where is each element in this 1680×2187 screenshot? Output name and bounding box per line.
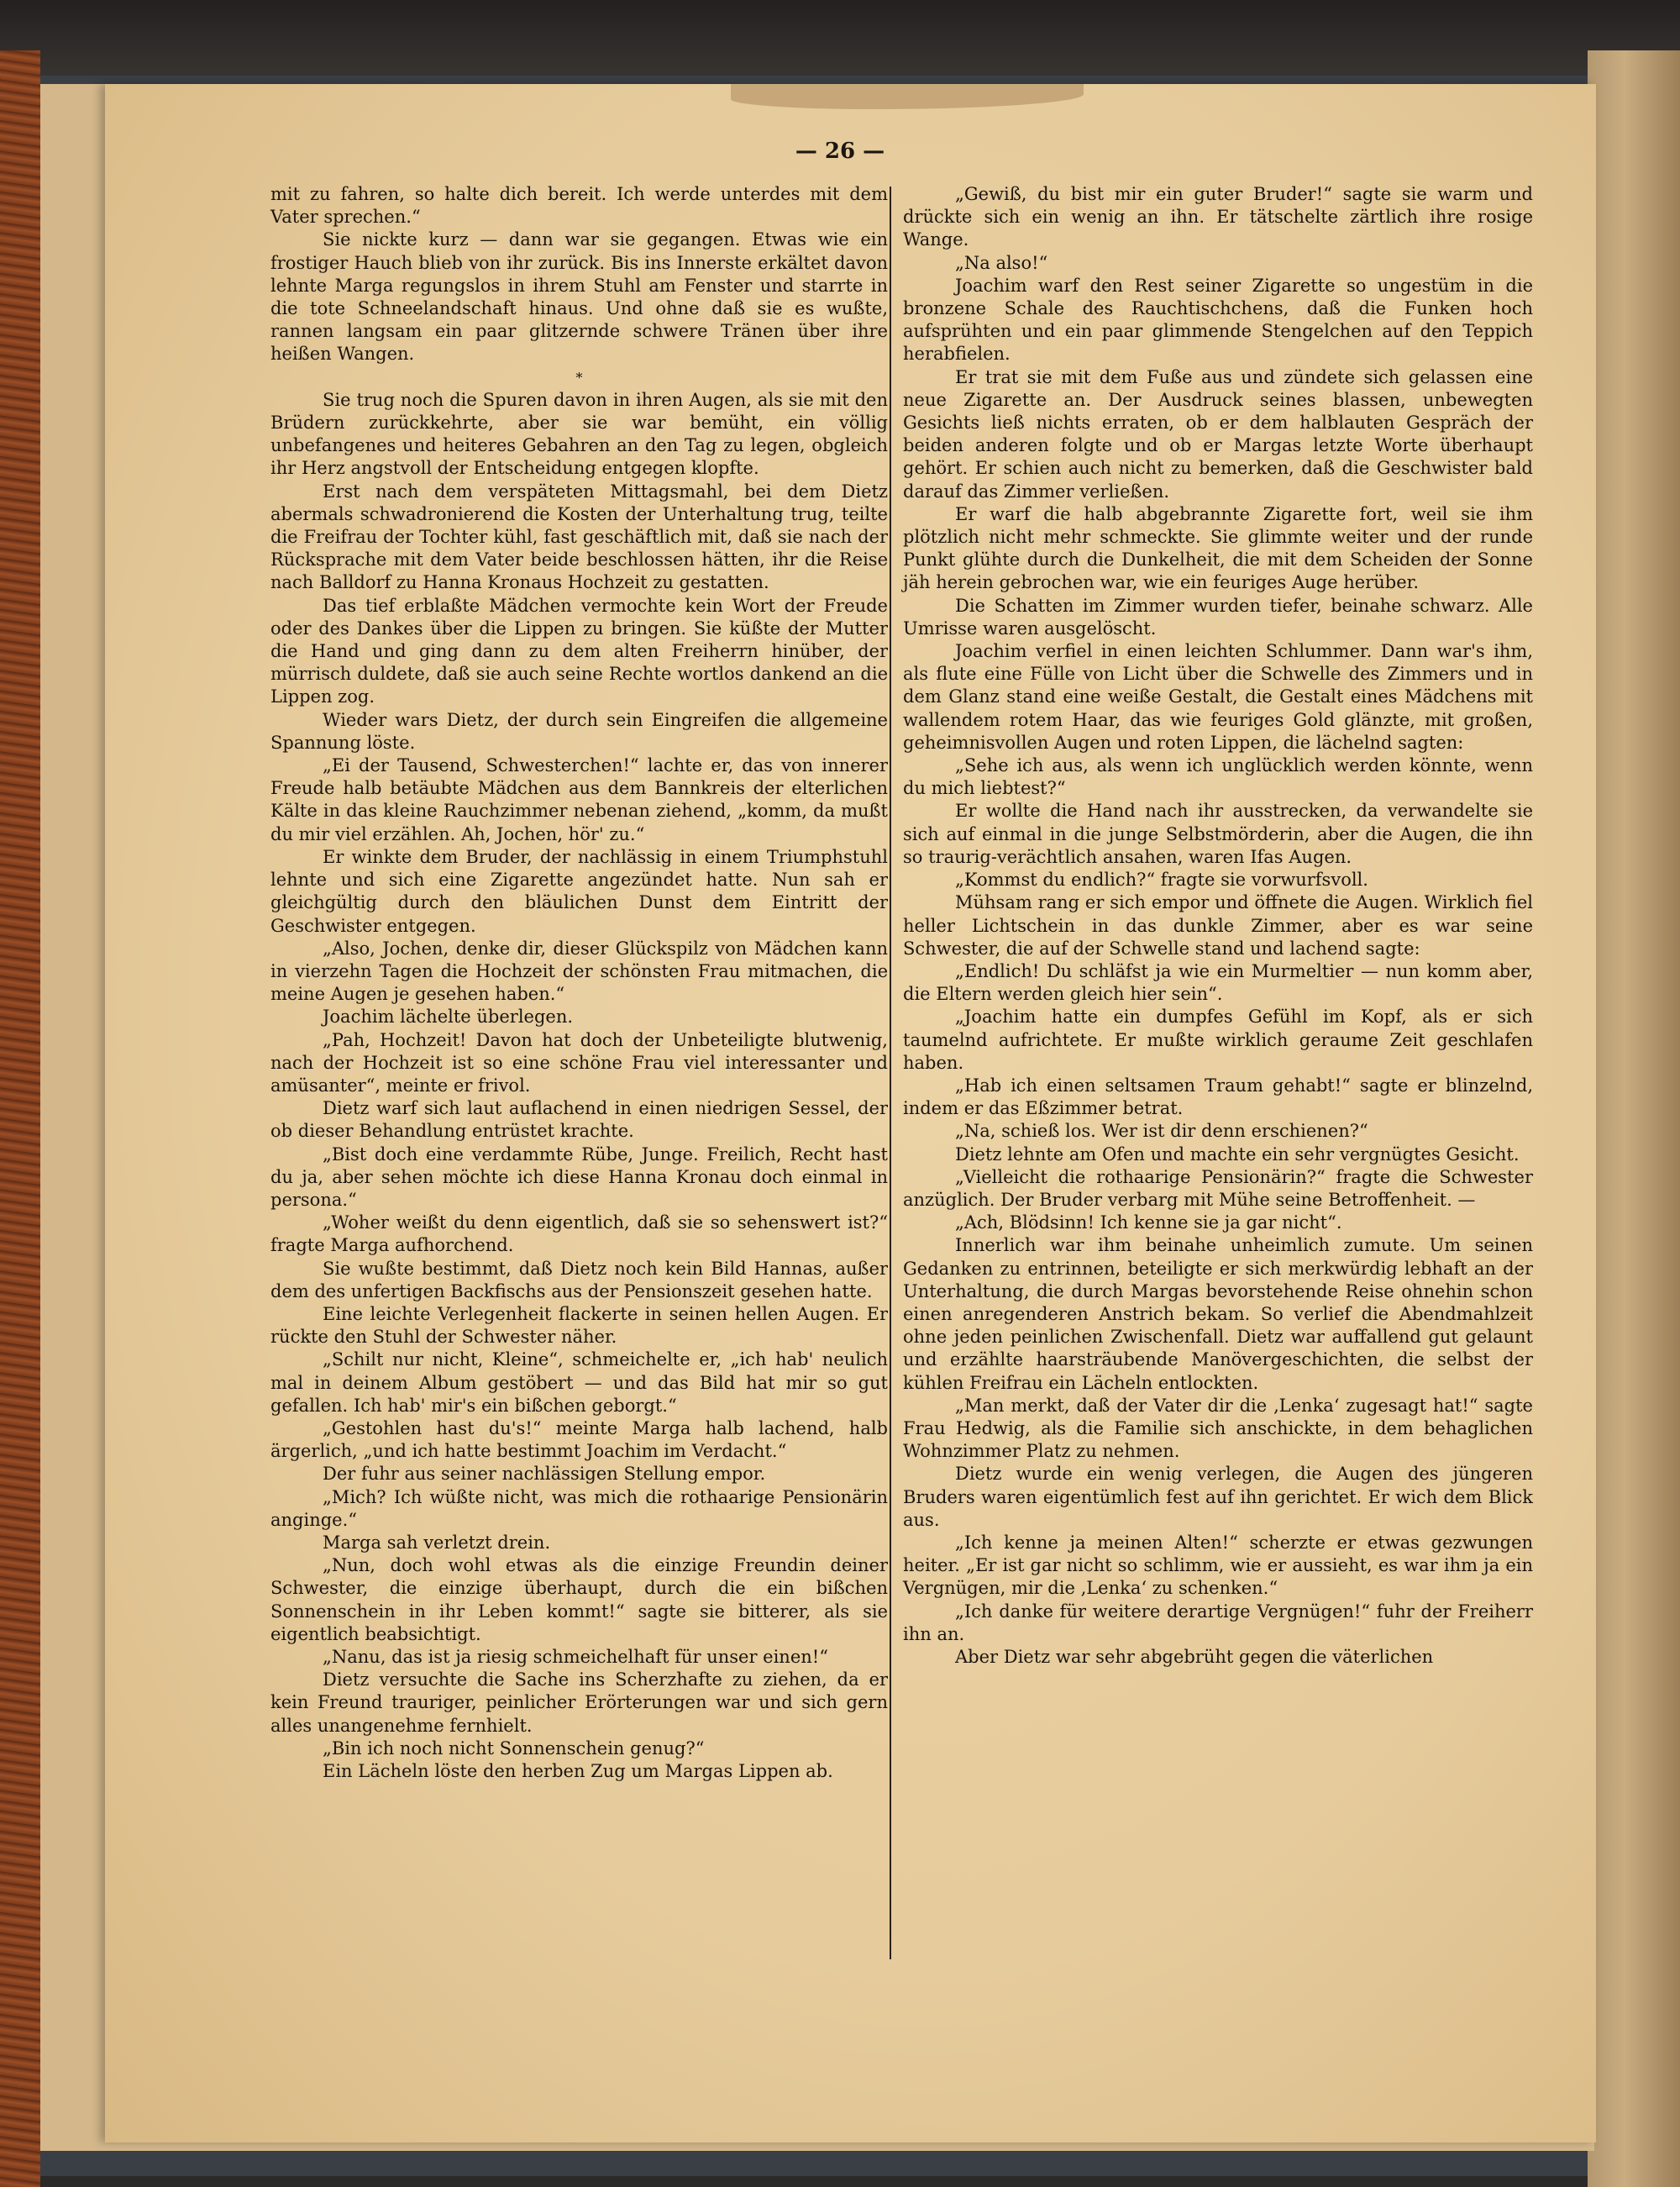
paragraph: „Endlich! Du schläfst ja wie ein Murmeltier — nun komm aber, die Eltern werden gleich hier sein“. <box>903 960 1533 1005</box>
paragraph: „Pah, Hochzeit! Davon hat doch der Unbeteiligte blutwenig, nach der Hochzeit ist so eine schöne Frau viel interessanter und amüsanter“, meinte er frivol. <box>270 1029 888 1096</box>
next-page-edge <box>1588 50 1680 2187</box>
paragraph: „Ach, Blödsinn! Ich kenne sie ja gar nicht“. <box>955 1212 1342 1233</box>
paragraph: „Na also!“ <box>955 252 1048 273</box>
paragraph: „Also, Jochen, denke dir, dieser Glückspilz von Mädchen kann in vierzehn Tagen die Hochzeit der schönsten Frau mitmachen, die meine Augen je gesehen haben.“ <box>270 938 888 1005</box>
paragraph: „Kommst du endlich?“ fragte sie vorwurfsvoll. <box>955 870 1368 891</box>
paragraph: Aber Dietz war sehr abgebrüht gegen die väterlichen <box>955 1647 1434 1667</box>
right-text-column <box>903 183 1533 1669</box>
paragraph: Er wollte die Hand nach ihr ausstrecken, da verwandelte sie sich auf einmal in die junge Selbstmörderin, aber die Augen, die ihn so traurig-verächtlich ansahen, waren Ifas Augen. <box>903 801 1533 867</box>
book-spine-left <box>0 50 40 2187</box>
paragraph: mit zu fahren, so halte dich bereit. Ich werde unterdes mit dem Vater sprechen.“ <box>270 184 888 228</box>
paragraph: „Schilt nur nicht, Kleine“, schmeichelte er, „ich hab' neulich mal in deinem Album gestöbert — und das Bild hat mir so gut gefallen. Ich hab' mir's ein bißchen geborgt.“ <box>270 1349 888 1416</box>
paragraph: Dietz lehnte am Ofen und machte ein sehr vergnügtes Gesicht. <box>955 1143 1520 1164</box>
paragraph: Die Schatten im Zimmer wurden tiefer, beinahe schwarz. Alle Umrisse waren ausgelöscht. <box>903 595 1533 639</box>
paragraph: „Gewiß, du bist mir ein guter Bruder!“ sagte sie warm und drückte sich ein wenig an ihn. Er tätschelte zärtlich ihre rosige Wange. <box>903 184 1533 250</box>
paragraph: „Nun, doch wohl etwas als die einzige Freundin deiner Schwester, die einzige überhaupt, durch die ein bißchen Sonnenschein in ihr Leben kommt!“ sagte sie bitterer, als sie eigentlich beabsichtigt. <box>270 1555 888 1644</box>
paragraph: Dietz warf sich laut auflachend in einen niedrigen Sessel, der ob dieser Behandlung entrüstet krachte. <box>270 1098 888 1142</box>
paragraph: Sie nickte kurz — dann war sie gegangen. Etwas wie ein frostiger Hauch blieb von ihr zurück. Bis ins Innerste erkältet davon lehnte Marga regungslos in ihrem Stuhl am Fenster und starrte in die tote Schneelandschaft hinaus. Und ohne daß sie es wußte, rannen langsam ein paar glitzernde schwere Tränen über ihre heißen Wangen. <box>270 229 888 365</box>
paragraph: Sie wußte bestimmt, daß Dietz noch kein Bild Hannas, außer dem des unfertigen Backfischs aus der Pensionszeit gesehen hatte. <box>270 1258 888 1301</box>
paragraph: Sie trug noch die Spuren davon in ihren Augen, als sie mit den Brüdern zurückkehrte, aber sie war bemüht, ein völlig unbefangenes und heiteres Gebahren an den Tag zu legen, obgleich ihr Herz angstvoll der Entscheidung entgegen klopfte. <box>270 389 888 479</box>
paragraph: „Ich danke für weitere derartige Vergnügen!“ fuhr der Freiherr ihn an. <box>903 1601 1533 1644</box>
paragraph: Er warf die halb abgebrannte Zigarette fort, weil sie ihm plötzlich nicht mehr schmeckte. Sie glimmte weiter und der runde Punkt glühte durch die Dunkelheit, die mit dem Scheiden der Sonne jäh herein gebrochen war, wie ein feuriges Auge herüber. <box>903 503 1533 593</box>
paragraph: Erst nach dem verspäteten Mittagsmahl, bei dem Dietz abermals schwadronierend die Kosten der Unterhaltung trug, teilte die Freifrau der Tochter kühl, fast geschäftlich mit, daß sie nach der Rücksprache mit dem Vater beide beschlossen hätten, ihr die Reise nach Balldorf zu Hanna Kronaus Hochzeit zu gestatten. <box>270 481 888 593</box>
paragraph: „Hab ich einen seltsamen Traum gehabt!“ sagte er blinzelnd, indem er das Eßzimmer betrat. <box>903 1075 1533 1119</box>
paragraph: „Ich kenne ja meinen Alten!“ scherzte er etwas gezwungen heiter. „Er ist gar nicht so schlimm, wie er aussieht, es war ihm ja ein Vergnügen, mir die ‚Lenka‘ zu schenken.“ <box>903 1532 1533 1599</box>
paragraph: Joachim warf den Rest seiner Zigarette so ungestüm in die bronzene Schale des Rauchtischchens, daß die Funken hoch aufsprühten und ein paar glimmende Stengelchen auf den Teppich herabfielen. <box>903 275 1533 365</box>
paragraph: „Nanu, das ist ja riesig schmeichelhaft für unser einen!“ <box>323 1647 828 1667</box>
paragraph: „Gestohlen hast du's!“ meinte Marga halb lachend, halb ärgerlich, „und ich hatte bestimmt Joachim im Verdacht.“ <box>270 1417 888 1462</box>
paragraph: Wieder wars Dietz, der durch sein Eingreifen die allgemeine Spannung löste. <box>270 709 888 753</box>
paragraph: Eine leichte Verlegenheit flackerte in seinen hellen Augen. Er rückte den Stuhl der Schwester näher. <box>270 1303 888 1348</box>
paragraph: Er trat sie mit dem Fuße aus und zündete sich gelassen eine neue Zigarette an. Der Ausdruck seines blassen, unbewegten Gesichts ließ nichts erraten, ob er dem halblauten Gespräch der beiden anderen folgte und ob er Margas letzte Worte überhaupt gehört. Er schien auch nicht zu bemerken, daß die Geschwister bald darauf das Zimmer verließen. <box>903 366 1533 502</box>
paragraph: „Woher weißt du denn eigentlich, daß sie so sehenswert ist?“ fragte Marga aufhorchend. <box>270 1212 888 1256</box>
paragraph: Marga sah verletzt drein. <box>323 1532 551 1553</box>
paragraph: Joachim verfiel in einen leichten Schlummer. Dann war's ihm, als flute eine Fülle von Licht über die Schwelle des Zimmers und in dem Glanz stand eine weiße Gestalt, die Gestalt eines Mädchens mit wallendem rotem Haar, das wie feuriges Gold glänzte, mit großen, geheimnisvollen Augen und roten Lippen, die lächelnd sagten: <box>903 641 1533 753</box>
column-divider <box>890 187 891 1959</box>
paragraph: Dietz versuchte die Sache ins Scherzhafte zu ziehen, da er kein Freund trauriger, peinlicher Erörterungen war und sich gern alles unangenehme fernhielt. <box>270 1669 888 1736</box>
paragraph: „Ei der Tausend, Schwesterchen!“ lachte er, das von innerer Freude halb betäubte Mädchen aus dem Bannkreis der elterlichen Kälte in das kleine Rauchzimmer nebenan ziehend, „komm, da mußt du mir viel erzählen. Ah, Jochen, hör' zu.“ <box>270 755 888 844</box>
paragraph: Der fuhr aus seiner nachlässigen Stellung empor. <box>323 1464 766 1485</box>
paragraph: „Na, schieß los. Wer ist dir denn erschienen?“ <box>955 1121 1368 1142</box>
paragraph: „Man merkt, daß der Vater dir die ‚Lenka‘ zugesagt hat!“ sagte Frau Hedwig, als die Familie sich anschickte, in dem behaglichen Wohnzimmer Platz zu nehmen. <box>903 1395 1533 1462</box>
paragraph: Mühsam rang er sich empor und öffnete die Augen. Wirklich fiel heller Lichtschein in das dunkle Zimmer, aber es war seine Schwester, die auf der Schwelle stand und lachend sagte: <box>903 892 1533 959</box>
paragraph: Ein Lächeln löste den herben Zug um Margas Lippen ab. <box>323 1761 833 1782</box>
paragraph: „Mich? Ich wüßte nicht, was mich die rothaarige Pensionärin anginge.“ <box>270 1486 888 1530</box>
paragraph: „Bin ich noch nicht Sonnenschein genug?“ <box>323 1738 705 1759</box>
paragraph: Innerlich war ihm beinahe unheimlich zumute. Um seinen Gedanken zu entrinnen, beteiligte er sich merkwürdig lebhaft an der Unterhaltung, die durch Margas bevorstehende Reise ohnehin schon einen anregenderen Anstrich bekam. So verlief die Abendmahlzeit ohne jeden peinlichen Zwischenfall. Dietz war auffallend gut gelaunt und erzählte haarsträubende Manövergeschichten, die selbst der kühlen Freifrau ein Lächeln entlockten. <box>903 1235 1533 1393</box>
paragraph: „Bist doch eine verdammte Rübe, Junge. Freilich, Recht hast du ja, aber sehen möchte ich diese Hanna Kronau doch einmal in persona.“ <box>270 1143 888 1210</box>
paragraph: Joachim lächelte überlegen. <box>323 1007 574 1028</box>
paragraph: „Joachim hatte ein dumpfes Gefühl im Kopf, als er sich taumelnd aufrichtete. Er mußte wirklich geraume Zeit geschlafen haben. <box>903 1007 1533 1073</box>
section-separator: * <box>575 369 583 386</box>
paragraph: Er winkte dem Bruder, der nachlässig in einem Triumphstuhl lehnte und sich eine Zigarette angezündet hatte. Nun sah er gleichgültig durch den bläulichen Dunst dem Eintritt der Geschwister entgegen. <box>270 846 888 936</box>
page-number: — 26 — <box>795 139 885 164</box>
paragraph: „Vielleicht die rothaarige Pensionärin?“ fragte die Schwester anzüglich. Der Bruder verbarg mit Mühe seine Betroffenheit. — <box>903 1166 1533 1210</box>
paragraph: Dietz wurde ein wenig verlegen, die Augen des jüngeren Bruders waren eigentümlich fest auf ihn gerichtet. Er wich dem Blick aus. <box>903 1464 1533 1530</box>
paragraph: Das tief erblaßte Mädchen vermochte kein Wort der Freude oder des Dankes über die Lippen zu bringen. Sie küßte der Mutter die Hand und ging dann zu dem alten Freiherrn hinüber, der mürrisch duldete, daß sie auch seine Rechte wortlos dankend an die Lippen zog. <box>270 595 888 707</box>
paragraph: „Sehe ich aus, als wenn ich unglücklich werden könnte, wenn du mich liebtest?“ <box>903 755 1533 799</box>
left-text-column <box>270 183 888 1783</box>
